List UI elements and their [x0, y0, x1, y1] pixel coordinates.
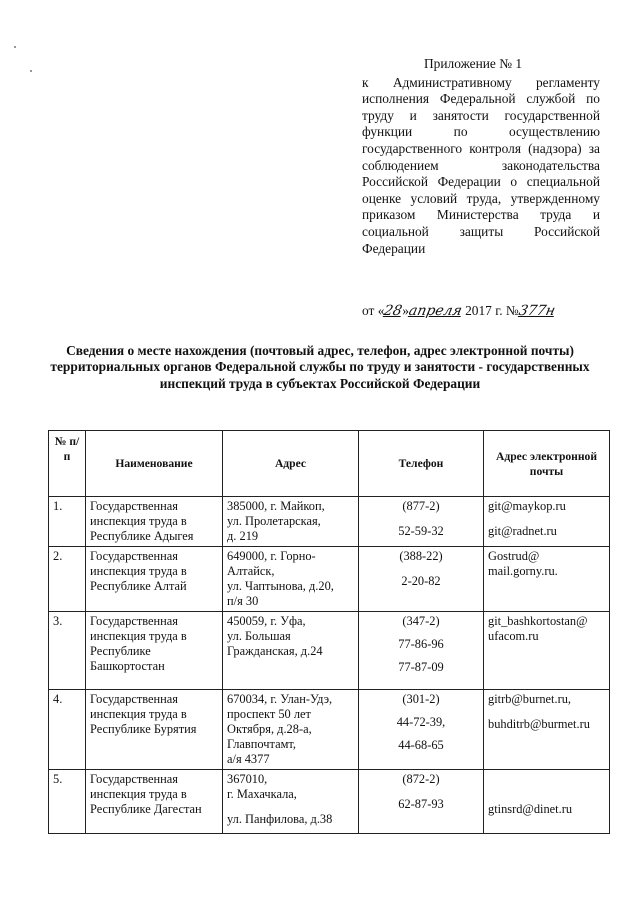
order-month: апреля: [407, 303, 464, 319]
row-email: [484, 612, 610, 690]
phone-code: (872-2): [402, 772, 440, 786]
phone-number: 44-72-39,: [396, 715, 446, 729]
order-reference: [362, 302, 622, 320]
scan-speck: [30, 70, 32, 72]
row-email: [484, 547, 610, 612]
email-address: gtinsrd@dinet.ru: [488, 802, 573, 816]
order-prefix: от «: [362, 303, 385, 318]
email-address: buhditrb@burmet.ru: [488, 717, 590, 731]
table-row: [49, 690, 610, 770]
order-number: 377н: [516, 303, 557, 319]
address-line: ул. Пролетарская,: [227, 514, 321, 528]
order-year: 2017 г. №: [461, 303, 519, 318]
address-line: а/я 4377: [227, 752, 270, 766]
row-phone: [359, 497, 484, 547]
row-phone: [359, 547, 484, 612]
row-num: 2.: [49, 547, 86, 612]
row-num: 1.: [49, 497, 86, 547]
phone-number: 2-20-82: [401, 574, 441, 588]
address-line: д. 219: [227, 529, 259, 543]
email-address: git_bashkortostan@: [488, 614, 588, 628]
phone-number: 77-86-96: [398, 637, 444, 651]
header-phone: Телефон: [359, 431, 484, 497]
scan-speck: [14, 46, 16, 48]
appendix-note: [362, 56, 600, 257]
row-phone: [359, 612, 484, 690]
row-email: [484, 690, 610, 770]
address-line: ул. Чаптынова, д.20,: [227, 579, 334, 593]
phone-code: (877-2): [402, 499, 440, 513]
row-address: [223, 612, 359, 690]
row-phone: [359, 770, 484, 834]
address-line: 367010,: [227, 772, 268, 786]
table-row: [49, 612, 610, 690]
table-row: [49, 770, 610, 834]
header-name: Наименование: [86, 431, 223, 497]
email-address: gitrb@burnet.ru,: [488, 692, 571, 706]
row-num: 5.: [49, 770, 86, 834]
address-line: ул. Панфилова, д.38: [227, 812, 333, 826]
phone-number: 62-87-93: [398, 797, 444, 811]
document-heading: Сведения о месте нахождения (почтовый адрес, телефон, адрес электронной почты) территориальных органов Федеральной службы по труду и занятости - государственных инспекций труда в субъектах Российской Федерации: [50, 343, 590, 391]
address-line: 649000, г. Горно-Алтайск,: [227, 549, 316, 578]
address-line: п/я 30: [227, 594, 259, 608]
header-num: № п/п: [49, 431, 86, 497]
appendix-title: Приложение № 1: [424, 56, 523, 71]
phone-number: 44-68-65: [398, 738, 444, 752]
appendix-text: к Административному регламенту исполнения Федеральной службой по труду и занятости государственной функции по осуществлению государственного контроля (надзора) за соблюдением законодательства Российской Федерации о специальной оценке условий труда, утвержденному приказом Министерства труда и социальной защиты Российской Федерации: [362, 74, 600, 256]
address-line: ул. Большая Гражданская, д.24: [227, 629, 323, 658]
email-address: ufacom.ru: [488, 629, 539, 643]
row-address: [223, 690, 359, 770]
row-name: Государственная инспекция труда в Республике Адыгея: [86, 497, 223, 547]
row-name: Государственная инспекция труда в Республике Башкортостан: [86, 612, 223, 690]
order-mid: »: [402, 303, 409, 318]
address-line: 670034, г. Улан-Удэ, проспект 50 лет Октября, д.28-а, Главпочтамт,: [227, 692, 333, 751]
phone-code: (301-2): [402, 692, 440, 706]
row-num: 3.: [49, 612, 86, 690]
header-email: Адрес электронной почты: [484, 431, 610, 497]
row-name: Государственная инспекция труда в Республике Дагестан: [86, 770, 223, 834]
row-phone: [359, 690, 484, 770]
row-address: [223, 770, 359, 834]
phone-code: (388-22): [399, 549, 443, 563]
email-address: mail.gorny.ru.: [488, 564, 558, 578]
header-address: Адрес: [223, 431, 359, 497]
address-line: 385000, г. Майкоп,: [227, 499, 325, 513]
row-name: Государственная инспекция труда в Республике Бурятия: [86, 690, 223, 770]
address-line: г. Махачкала,: [227, 787, 297, 801]
inspections-table: [48, 430, 610, 834]
row-email: [484, 770, 610, 834]
phone-code: (347-2): [402, 614, 440, 628]
order-day: 28: [382, 303, 404, 319]
row-num: 4.: [49, 690, 86, 770]
email-address: Gostrud@: [488, 549, 540, 563]
row-address: [223, 547, 359, 612]
email-address: git@maykop.ru: [488, 499, 566, 513]
phone-number: 52-59-32: [398, 524, 444, 538]
email-address: git@radnet.ru: [488, 524, 557, 538]
table-row: [49, 497, 610, 547]
table-header-row: [49, 431, 610, 497]
address-line: 450059, г. Уфа,: [227, 614, 306, 628]
row-address: [223, 497, 359, 547]
row-email: [484, 497, 610, 547]
table-row: [49, 547, 610, 612]
phone-number: 77-87-09: [398, 660, 444, 674]
row-name: Государственная инспекция труда в Республике Алтай: [86, 547, 223, 612]
